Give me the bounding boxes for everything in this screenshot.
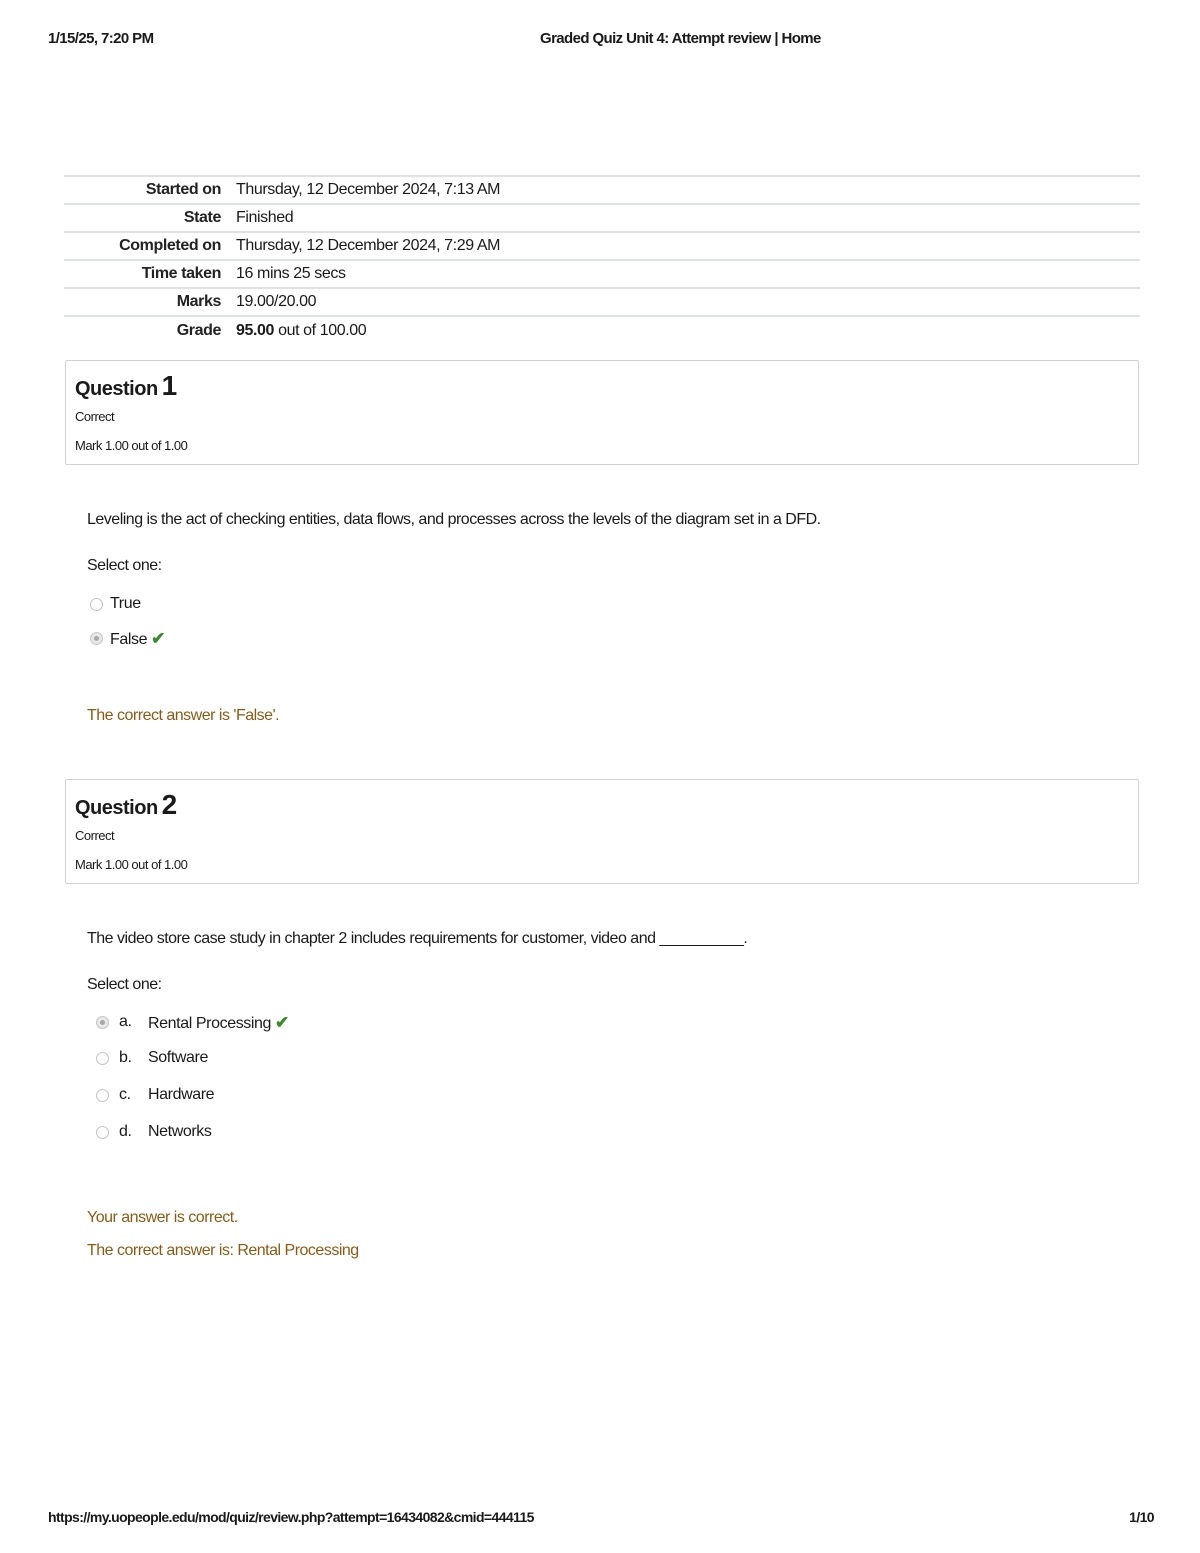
grade-score: 95.00 bbox=[236, 321, 275, 339]
summary-row-grade bbox=[64, 316, 1140, 344]
option-letter: a. bbox=[119, 1013, 132, 1030]
print-header bbox=[48, 30, 1152, 50]
check-icon: ✔ bbox=[275, 1013, 289, 1032]
question-2-title bbox=[75, 789, 177, 821]
time-taken-label: Time taken bbox=[64, 260, 236, 288]
option-label: Hardware bbox=[148, 1086, 215, 1103]
question-2-mark: Mark 1.00 out of 1.00 bbox=[75, 857, 188, 872]
question-number: 1 bbox=[161, 370, 177, 401]
question-1-prompt: Select one: bbox=[87, 557, 162, 574]
radio-empty-icon[interactable] bbox=[90, 598, 103, 611]
time-taken-value: 16 mins 25 secs bbox=[236, 260, 1140, 288]
attempt-summary-table bbox=[64, 175, 1140, 344]
completed-on-value: Thursday, 12 December 2024, 7:29 AM bbox=[236, 232, 1140, 260]
summary-row-completed bbox=[64, 232, 1140, 260]
radio-empty-icon[interactable] bbox=[96, 1126, 109, 1139]
print-page-title: Graded Quiz Unit 4: Attempt review | Home bbox=[540, 30, 821, 47]
question-1-correct-answer: The correct answer is 'False'. bbox=[87, 707, 280, 724]
grade-label: Grade bbox=[64, 316, 236, 344]
completed-on-label: Completed on bbox=[64, 232, 236, 260]
grade-rest: out of 100.00 bbox=[274, 321, 367, 339]
print-datetime: 1/15/25, 7:20 PM bbox=[48, 30, 154, 47]
grade-value bbox=[236, 316, 1140, 344]
question-word: Question bbox=[75, 378, 158, 400]
question-2-correct-answer: The correct answer is: Rental Processing bbox=[87, 1242, 359, 1259]
radio-selected-icon[interactable] bbox=[90, 632, 103, 645]
question-number: 2 bbox=[161, 789, 177, 820]
summary-row-state bbox=[64, 204, 1140, 232]
summary-row-time bbox=[64, 260, 1140, 288]
radio-empty-icon[interactable] bbox=[96, 1052, 109, 1065]
question-1-state: Correct bbox=[75, 409, 115, 424]
state-label: State bbox=[64, 204, 236, 232]
radio-selected-icon[interactable] bbox=[96, 1016, 109, 1029]
print-url: https://my.uopeople.edu/mod/quiz/review.php?attempt=16434082&cmid=444115 bbox=[48, 1509, 534, 1525]
started-on-label: Started on bbox=[64, 176, 236, 204]
summary-row-started bbox=[64, 176, 1140, 204]
question-2-state: Correct bbox=[75, 828, 115, 843]
summary-row-marks bbox=[64, 288, 1140, 316]
option-label: Rental Processing ✔ bbox=[148, 1013, 289, 1032]
radio-empty-icon[interactable] bbox=[96, 1089, 109, 1102]
print-page-number: 1/10 bbox=[1129, 1509, 1154, 1525]
question-word: Question bbox=[75, 797, 158, 819]
question-2-prompt: Select one: bbox=[87, 976, 162, 993]
option-label: Networks bbox=[148, 1123, 212, 1140]
question-1-title bbox=[75, 370, 177, 402]
marks-value: 19.00/20.00 bbox=[236, 288, 1140, 316]
option-letter: b. bbox=[119, 1049, 132, 1066]
print-footer bbox=[48, 1509, 1154, 1529]
question-1-info bbox=[65, 360, 1139, 465]
option-label: Software bbox=[148, 1049, 208, 1066]
state-value: Finished bbox=[236, 204, 1140, 232]
check-icon: ✔ bbox=[151, 629, 165, 648]
option-letter: c. bbox=[119, 1086, 131, 1103]
option-label: True bbox=[110, 595, 141, 612]
question-2-general-feedback: Your answer is correct. bbox=[87, 1209, 238, 1226]
question-2-text: The video store case study in chapter 2 includes requirements for customer, video and __________. bbox=[87, 930, 748, 947]
question-1-text: Leveling is the act of checking entities, data flows, and processes across the levels of the diagram set in a DFD. bbox=[87, 511, 821, 528]
marks-label: Marks bbox=[64, 288, 236, 316]
started-on-value: Thursday, 12 December 2024, 7:13 AM bbox=[236, 176, 1140, 204]
option-label: False ✔ bbox=[110, 629, 165, 648]
question-2-info bbox=[65, 779, 1139, 884]
option-letter: d. bbox=[119, 1123, 132, 1140]
question-1-mark: Mark 1.00 out of 1.00 bbox=[75, 438, 188, 453]
